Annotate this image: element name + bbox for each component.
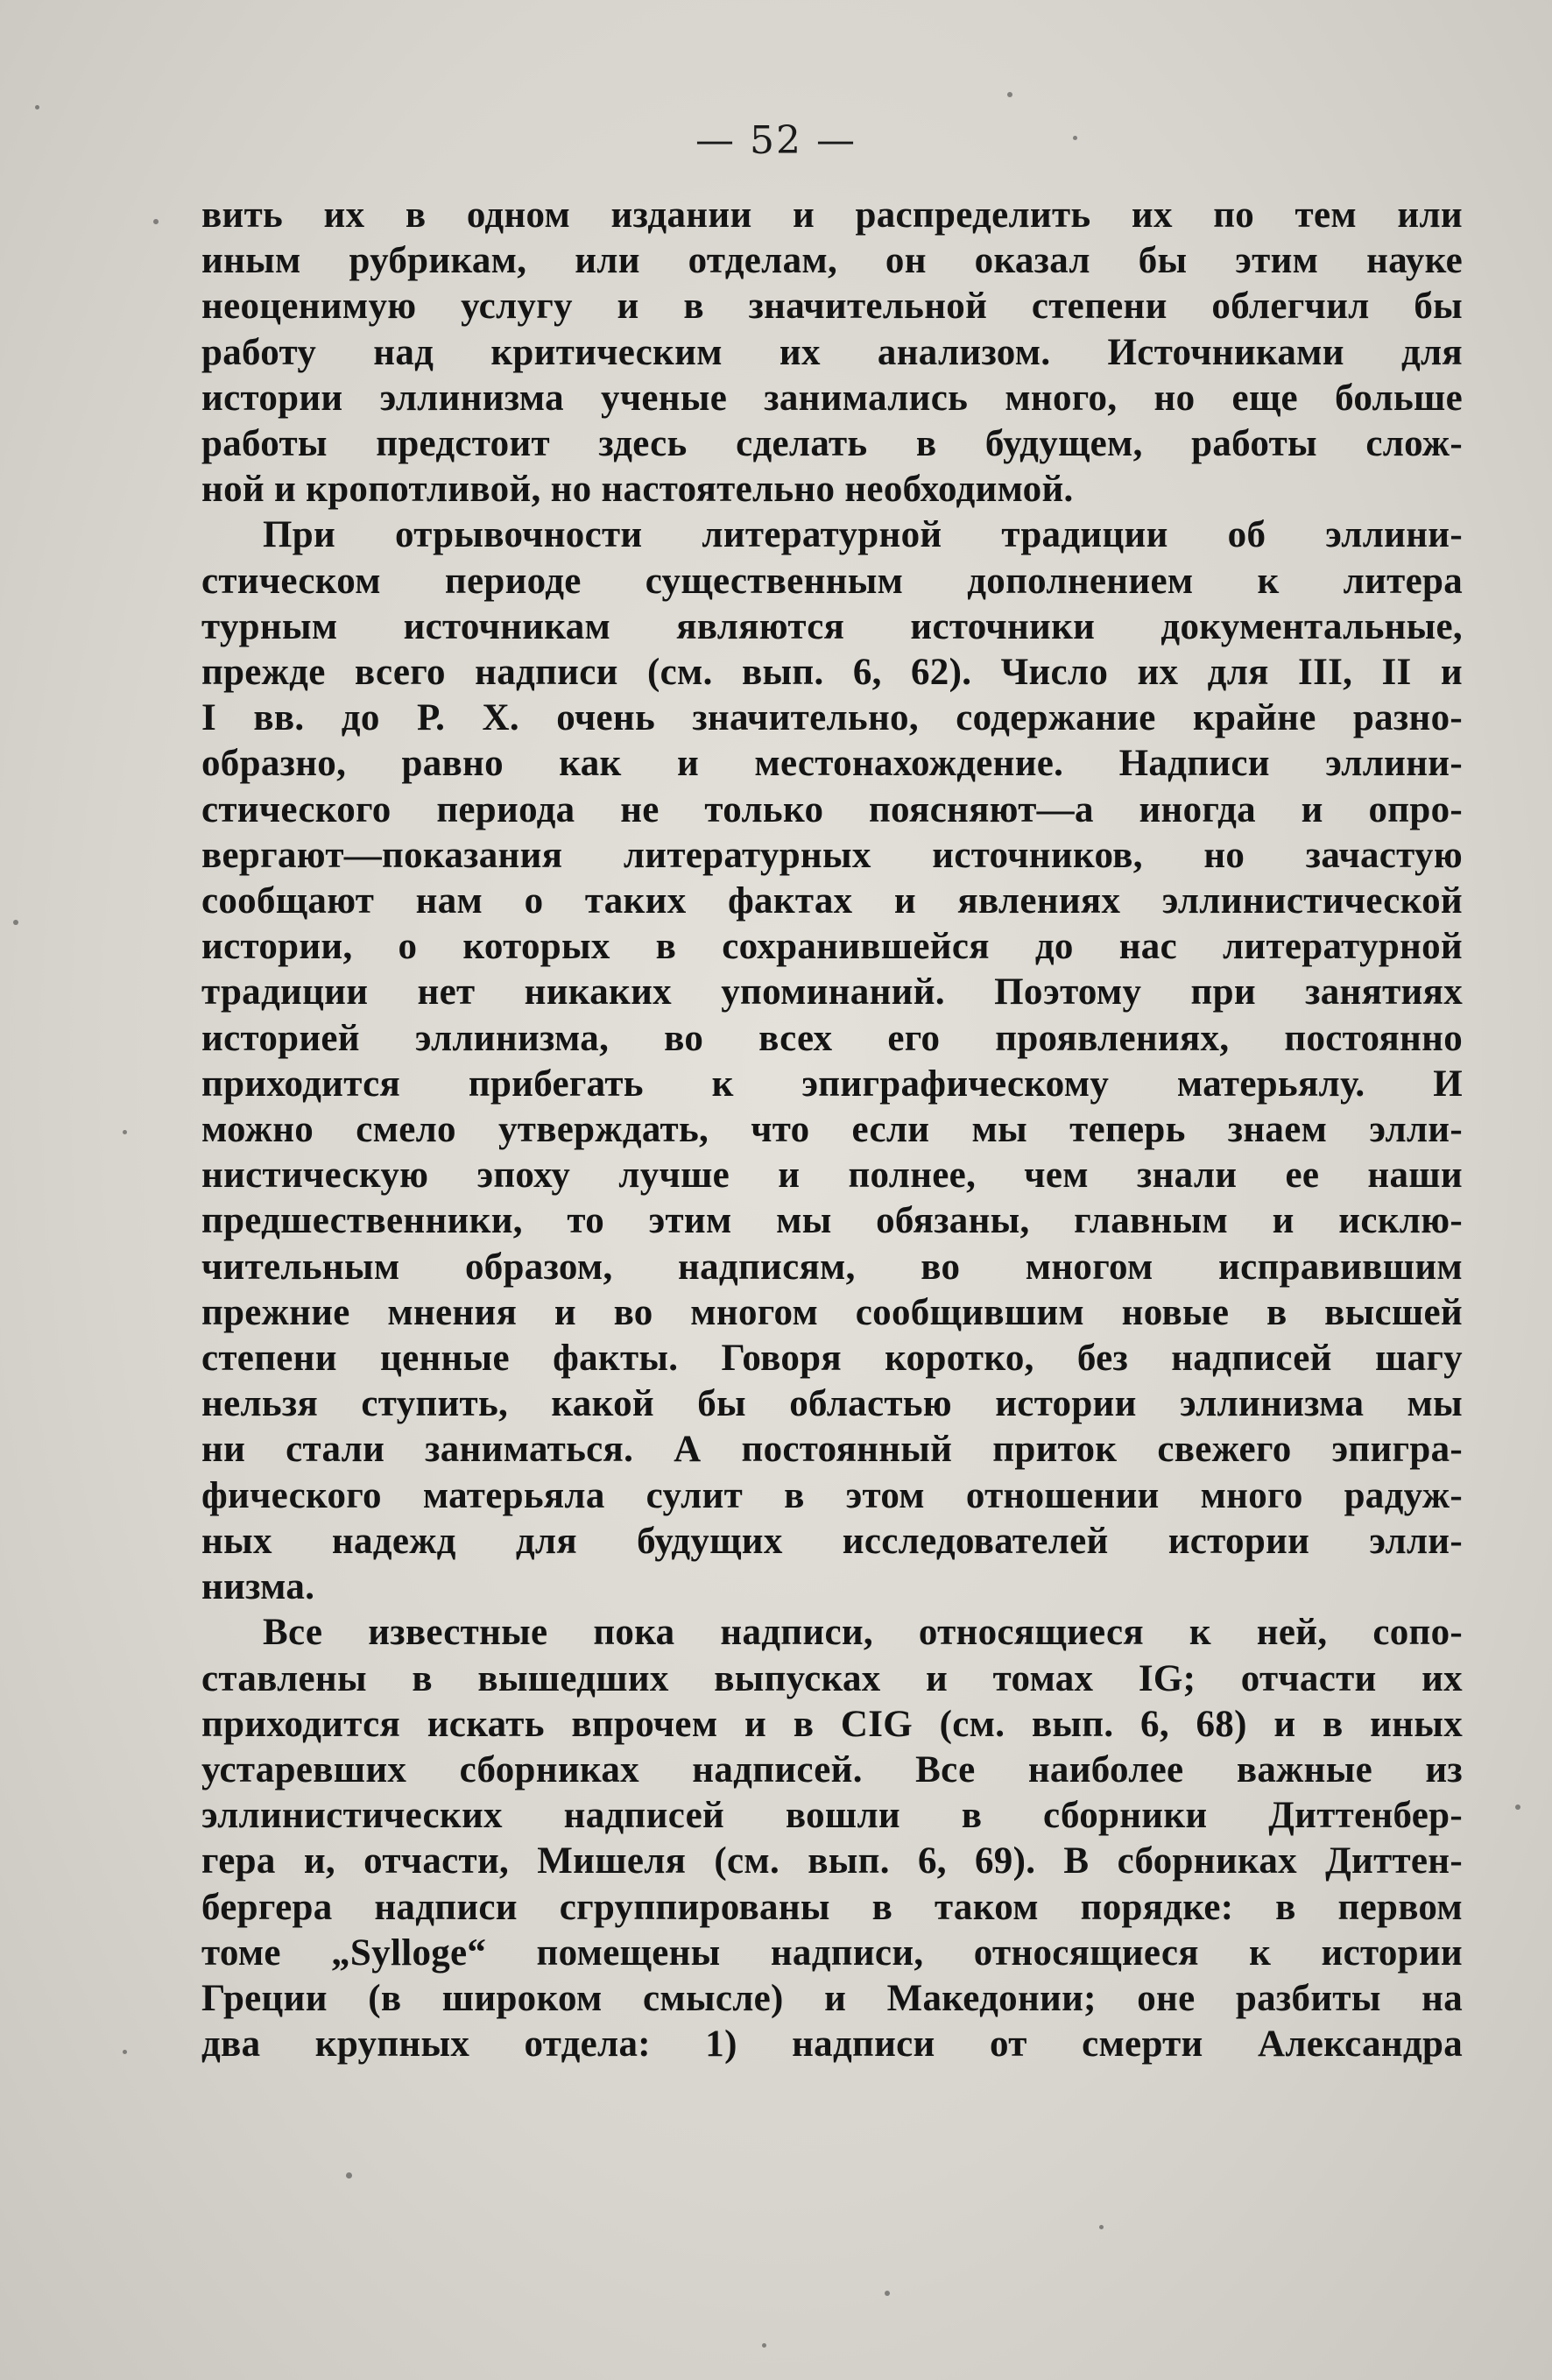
text-line: работу над критическим их анализом. Источниками для xyxy=(201,331,1463,373)
text-line: томе „Sylloge“ помещены надписи, относящиеся к истории xyxy=(201,1932,1463,1974)
page-number: — 52 — xyxy=(695,118,857,163)
text-line: гера и, отчасти, Мишеля (см. вып. 6, 69). В сборниках Диттен- xyxy=(201,1840,1463,1882)
text-line: истории эллинизма ученые занимались много, но еще больше xyxy=(201,377,1463,419)
text-line: Все известные пока надписи, относящиеся к ней, сопо- xyxy=(263,1612,1463,1654)
text-line: традиции нет никаких упоминаний. Поэтому при занятиях xyxy=(201,971,1463,1013)
scan-speck xyxy=(1099,2225,1104,2229)
text-line: стическом периоде существенным дополнением к литера xyxy=(201,560,1463,602)
scan-speck xyxy=(762,2343,766,2348)
paragraph-1 xyxy=(201,193,1463,512)
text-line: сообщают нам о таких фактах и явлениях эллинистической xyxy=(201,880,1463,922)
scan-speck xyxy=(123,1130,127,1134)
text-line: неоценимую услугу и в значительной степени облегчил бы xyxy=(201,286,1463,328)
text-line: низма. xyxy=(201,1566,315,1608)
text-line: прежние мнения и во многом сообщившим новые в высшей xyxy=(201,1291,1463,1333)
text-line: иным рубрикам, или отделам, он оказал бы этим науке xyxy=(201,240,1463,282)
scan-speck xyxy=(1073,136,1077,140)
text-line: приходится прибегать к эпиграфическому матерьялу. И xyxy=(201,1063,1463,1105)
text-line: ставлены в вышедших выпусках и томах IG; отчасти их xyxy=(201,1657,1463,1699)
text-line: I вв. до Р. Х. очень значительно, содержание крайне разно- xyxy=(201,697,1463,739)
text-line: ни стали заниматься. А постоянный приток свежего эпигра- xyxy=(201,1429,1463,1471)
text-line: истории, о которых в сохранившейся до нас литературной xyxy=(201,926,1463,968)
text-line: вергают—показания литературных источников, но зачастую xyxy=(201,834,1463,876)
scan-speck xyxy=(1515,1804,1520,1810)
text-line: приходится искать впрочем и в CIG (см. вып. 6, 68) и в иных xyxy=(201,1703,1463,1745)
paragraph-3 xyxy=(201,1610,1463,2067)
text-line: Греции (в широком смысле) и Македонии; оне разбиты на xyxy=(201,1977,1463,2019)
body-text xyxy=(201,193,1463,2067)
text-line: эллинистических надписей вошли в сборники Диттенбер- xyxy=(201,1795,1463,1837)
scan-speck xyxy=(885,2291,890,2296)
text-line: можно смело утверждать, что если мы теперь знаем элли- xyxy=(201,1109,1463,1151)
text-line: нистическую эпоху лучше и полнее, чем знали ее наши xyxy=(201,1155,1463,1197)
scan-speck xyxy=(35,105,39,109)
text-line: историей эллинизма, во всех его проявлениях, постоянно xyxy=(201,1017,1463,1059)
text-line: При отрывочности литературной традиции об эллини- xyxy=(263,514,1463,556)
scan-speck xyxy=(123,2050,127,2054)
text-line: степени ценные факты. Говоря коротко, без надписей шагу xyxy=(201,1338,1463,1380)
scan-speck xyxy=(1007,92,1012,97)
text-line: турным источникам являются источники документальные, xyxy=(201,605,1463,647)
scan-speck xyxy=(346,2172,352,2179)
text-line: нельзя ступить, какой бы областью истории эллинизма мы xyxy=(201,1383,1463,1425)
text-line: стического периода не только поясняют—а иногда и опро- xyxy=(201,788,1463,830)
scan-speck xyxy=(153,219,159,224)
text-line: устаревших сборниках надписей. Все наиболее важные из xyxy=(201,1748,1463,1790)
text-line: образно, равно как и местонахождение. Надписи эллини- xyxy=(201,743,1463,785)
scan-speck xyxy=(13,920,18,925)
text-line: предшественники, то этим мы обязаны, главным и исклю- xyxy=(201,1200,1463,1242)
text-line: бергера надписи сгруппированы в таком порядке: в первом xyxy=(201,1886,1463,1928)
paragraph-2 xyxy=(201,512,1463,1610)
text-line: чительным образом, надписям, во многом исправившим xyxy=(201,1246,1463,1288)
text-line: ных надежд для будущих исследователей истории элли- xyxy=(201,1520,1463,1562)
text-line: ной и кропотливой, но настоятельно необходимой. xyxy=(201,469,1074,511)
text-line: прежде всего надписи (см. вып. 6, 62). Число их для III, II и xyxy=(201,652,1463,694)
text-line: вить их в одном издании и распределить их по тем или xyxy=(201,194,1463,236)
text-line: работы предстоит здесь сделать в будущем, работы слож- xyxy=(201,423,1463,465)
text-line: два крупных отдела: 1) надписи от смерти Александра xyxy=(201,2023,1463,2066)
text-line: фического матерьяла сулит в этом отношении много радуж- xyxy=(201,1474,1463,1516)
